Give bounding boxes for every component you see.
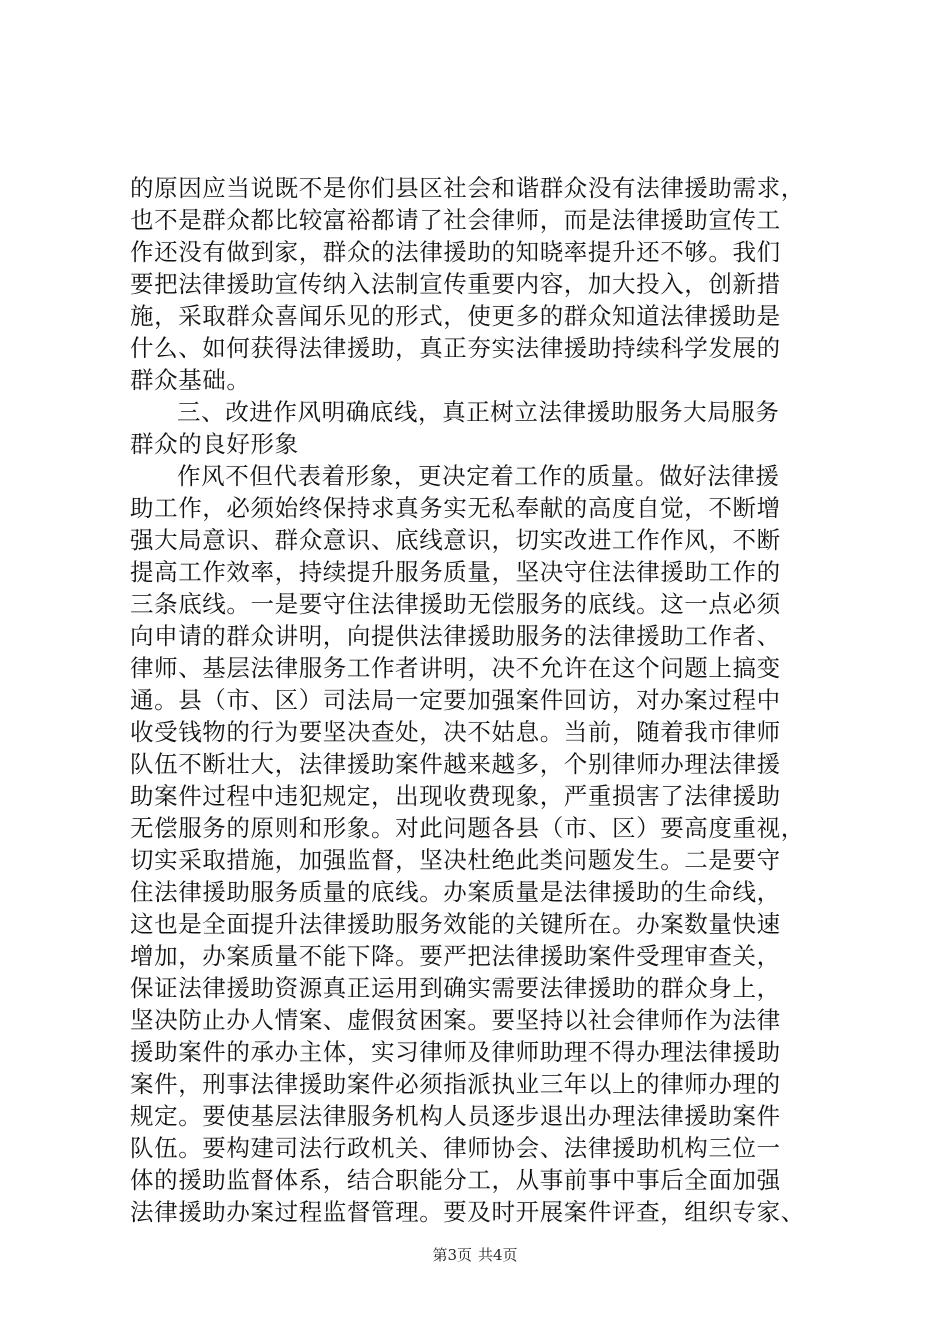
- body-text-line: 案件，刑事法律援助案件必须指派执业三年以上的律师办理的: [130, 1070, 781, 1098]
- body-text-line: 增加，办案质量不能下降。要严把法律援助案件受理审查关，: [130, 942, 781, 970]
- page-number: 第3页: [432, 1246, 472, 1264]
- body-text-line: 体的援助监督体系，结合职能分工，从事前事中事后全面加强: [130, 1166, 781, 1194]
- body-text-line: 作还没有做到家，群众的法律援助的知晓率提升还不够。我们: [130, 238, 781, 266]
- body-text-line: 助工作，必须始终保持求真务实无私奉献的高度自觉，不断增: [130, 494, 781, 522]
- body-text-line: 群众的良好形象: [130, 430, 299, 458]
- body-text-line: 住法律援助服务质量的底线。办案质量是法律援助的生命线，: [130, 878, 781, 906]
- body-text-line: 施，采取群众喜闻乐见的形式，使更多的群众知道法律援助是: [130, 302, 781, 330]
- body-text-line: 作风不但代表着形象，更决定着工作的质量。做好法律援: [177, 462, 780, 490]
- body-text-line: 三条底线。一是要守住法律援助无偿服务的底线。这一点必须: [130, 590, 781, 618]
- body-text-line: 什么、如何获得法律援助，真正夯实法律援助持续科学发展的: [130, 334, 781, 362]
- body-text-line: 收受钱物的行为要坚决查处，决不姑息。当前，随着我市律师: [130, 718, 781, 746]
- body-text-line: 助案件过程中违犯规定，出现收费现象，严重损害了法律援助: [130, 782, 781, 810]
- body-text-line: 队伍。要构建司法行政机关、律师协会、法律援助机构三位一: [130, 1134, 781, 1162]
- body-text-line: 也不是群众都比较富裕都请了社会律师，而是法律援助宣传工: [130, 206, 781, 234]
- body-text-line: 律师、基层法律服务工作者讲明，决不允许在这个问题上搞变: [130, 654, 781, 682]
- body-text-line: 强大局意识、群众意识、底线意识，切实改进工作作风，不断: [130, 526, 781, 554]
- body-text-line: 提高工作效率，持续提升服务质量，坚决守住法律援助工作的: [130, 558, 781, 586]
- body-text-line: 三、改进作风明确底线，真正树立法律援助服务大局服务: [177, 398, 780, 426]
- body-text-line: 向申请的群众讲明，向提供法律援助服务的法律援助工作者、: [130, 622, 781, 650]
- page-total: 共4页: [478, 1246, 518, 1264]
- body-text-line: 法律援助办案过程监督管理。要及时开展案件评查，组织专家、: [130, 1198, 805, 1226]
- body-text-line: 这也是全面提升法律援助服务效能的关键所在。办案数量快速: [130, 910, 781, 938]
- body-text-line: 规定。要使基层法律服务机构人员逐步退出办理法律援助案件: [130, 1102, 781, 1130]
- body-text-line: 坚决防止办人情案、虚假贫困案。要坚持以社会律师作为法律: [130, 1006, 781, 1034]
- body-text-line: 援助案件的承办主体，实习律师及律师助理不得办理法律援助: [130, 1038, 781, 1066]
- body-text-line: 群众基础。: [130, 366, 251, 394]
- body-text-line: 无偿服务的原则和形象。对此问题各县（市、区）要高度重视，: [130, 814, 805, 842]
- body-text-line: 切实采取措施，加强监督，坚决杜绝此类问题发生。二是要守: [130, 846, 781, 874]
- body-text-line: 保证法律援助资源真正运用到确实需要法律援助的群众身上，: [130, 974, 781, 1002]
- document-body: [130, 172, 830, 1228]
- body-text-line: 要把法律援助宣传纳入法制宣传重要内容，加大投入，创新措: [130, 270, 781, 298]
- page-footer: [0, 1245, 950, 1265]
- body-text-line: 通。县（市、区）司法局一定要加强案件回访，对办案过程中: [130, 686, 781, 714]
- body-text-line: 的原因应当说既不是你们县区社会和谐群众没有法律援助需求，: [130, 174, 805, 202]
- body-text-line: 队伍不断壮大，法律援助案件越来越多，个别律师办理法律援: [130, 750, 781, 778]
